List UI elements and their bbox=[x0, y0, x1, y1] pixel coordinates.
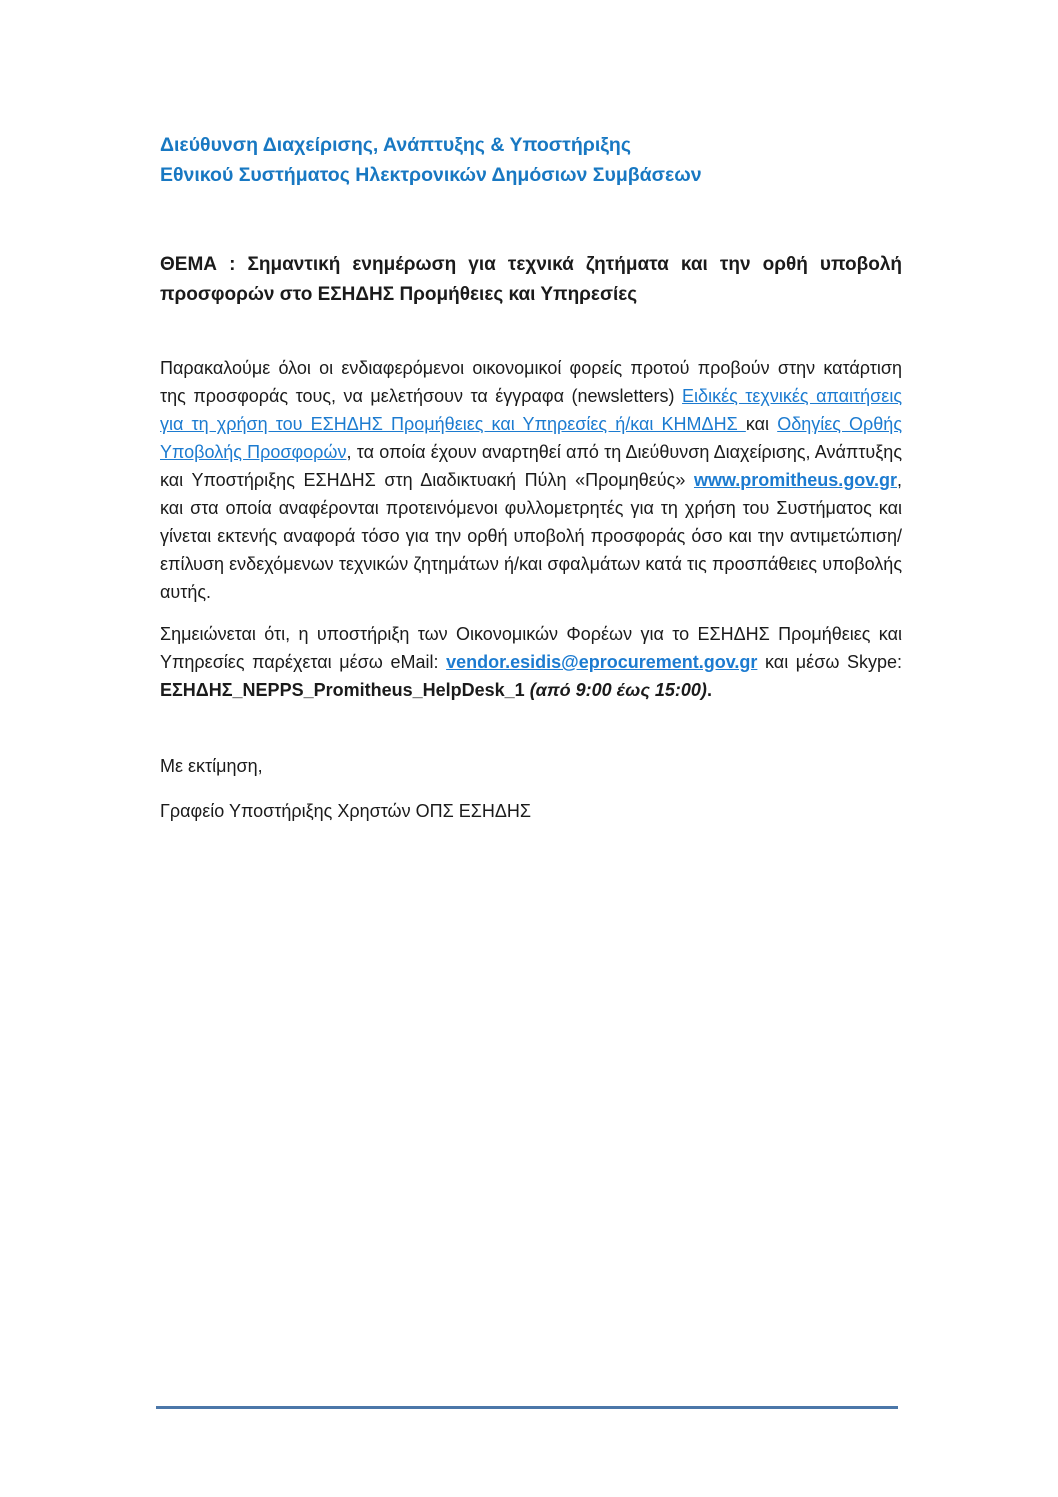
document-body bbox=[160, 354, 902, 825]
link-vendor-email[interactable]: vendor.esidis@eprocurement.gov.gr bbox=[446, 652, 758, 672]
link-technical-requirements[interactable]: Ειδικές τεχνικές απαιτήσεις για τη χρήση του ΕΣΗΔΗΣ Προμήθειες και Υπηρεσίες ή/και ΚΗΜΔΗΣ bbox=[160, 386, 902, 434]
para2-text-skype-label: και μέσω Skype: bbox=[757, 652, 903, 672]
para1-text-intro: Παρακαλούμε όλοι οι ενδιαφερόμενοι οικονομικοί φορείς προτού προβούν στην κατάρτιση της προσφοράς τους, να μελετήσουν τα έγγραφα (newsletters) bbox=[160, 358, 902, 406]
link-correct-submission-guidelines[interactable]: Οδηγίες Ορθής Υποβολής Προσφορών bbox=[160, 414, 902, 462]
footer-rule bbox=[156, 1406, 898, 1409]
availability-hours: (από 9:00 έως 15:00) bbox=[529, 680, 707, 700]
para2-text-intro: Σημειώνεται ότι, η υποστήριξη των Οικονομικών Φορέων για το ΕΣΗΔΗΣ Προμήθειες και Υπηρεσίες παρέχεται μέσω eMail: bbox=[160, 624, 902, 672]
skype-id: ΕΣΗΔΗΣ_NEPPS_Promitheus_HelpDesk_1 bbox=[160, 680, 530, 700]
para1-text-middle: , τα οποία έχουν αναρτηθεί από τη Διεύθυνση Διαχείρισης, Ανάπτυξης και Υποστήριξης ΕΣΗΔΗΣ στη Διαδικτυακή Πύλη «Προμηθεύς» bbox=[160, 442, 902, 490]
header-line-2: Εθνικού Συστήματος Ηλεκτρονικών Δημόσιων Συμβάσεων bbox=[160, 164, 702, 186]
header-line-1: Διεύθυνση Διαχείρισης, Ανάπτυξης & Υποστήριξης bbox=[160, 134, 631, 156]
subject-heading: ΘΕΜΑ : Σημαντική ενημέρωση για τεχνικά ζητήματα και την ορθή υποβολή προσφορών στο ΕΣΗΔΗΣ Προμήθειες και Υπηρεσίες bbox=[160, 254, 902, 305]
doc-header bbox=[160, 130, 902, 190]
body-paragraph-2 bbox=[160, 620, 902, 704]
closing-salutation: Με εκτίμηση, bbox=[160, 756, 263, 776]
para1-text-and: και bbox=[745, 414, 778, 434]
body-paragraph-1 bbox=[160, 354, 902, 606]
para2-text-period: . bbox=[706, 680, 712, 700]
signature-line: Γραφείο Υποστήριξης Χρηστών ΟΠΣ ΕΣΗΔΗΣ bbox=[160, 801, 532, 821]
para1-text-end: , και στα οποία αναφέρονται προτεινόμενοι φυλλομετρητές για τη χρήση του Συστήματος και γίνεται εκτενής αναφορά τόσο για την ορθή υποβολή προσφοράς όσο και την αντιμετώπιση/επίλυση ενδεχόμενων τεχνικών ζητημάτων ή/και σφαλμάτων κατά τις προσπάθειες υποβολής αυτής. bbox=[160, 470, 902, 602]
link-promitheus-website[interactable]: www.promitheus.gov.gr bbox=[693, 470, 897, 490]
